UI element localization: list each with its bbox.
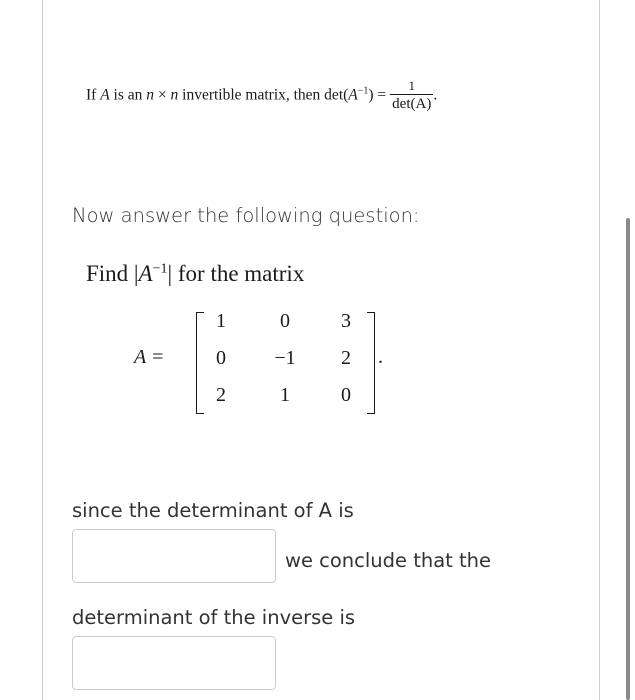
theorem-times: × xyxy=(154,86,171,104)
question-text xyxy=(86,261,304,287)
matrix-cell-r1c2: 0 xyxy=(280,310,290,332)
theorem-inverse-sup: −1 xyxy=(357,85,369,97)
fraction-numerator: 1 xyxy=(390,78,433,95)
matrix-right-bracket xyxy=(367,312,375,414)
fraction-denominator: det(A) xyxy=(392,96,432,112)
theorem-period: . xyxy=(433,86,438,104)
theorem-is-an: is an xyxy=(109,86,147,104)
theorem-statement xyxy=(86,78,437,114)
question-prefix: Find | xyxy=(86,261,139,286)
matrix-cell-r1c3: 3 xyxy=(341,310,351,332)
theorem-n2: n xyxy=(170,86,179,104)
det-a-answer-input[interactable] xyxy=(73,530,275,582)
scrollbar-thumb[interactable] xyxy=(626,218,630,700)
prompt-text: Now answer the following question: xyxy=(72,204,420,227)
frame-right-border xyxy=(599,0,600,700)
det-inverse-answer-input[interactable] xyxy=(73,637,275,689)
matrix-cell-r2c3: 2 xyxy=(341,347,351,369)
det-inverse-answer-box[interactable] xyxy=(72,636,276,690)
question-suffix: | for the matrix xyxy=(167,261,305,286)
question-var-a: A xyxy=(138,261,153,286)
frame-left-border xyxy=(42,0,43,700)
theorem-prefix: If xyxy=(86,86,101,104)
matrix-cell-r1c1: 1 xyxy=(216,310,226,332)
matrix-label xyxy=(134,346,164,369)
conclude-text: we conclude that the xyxy=(285,549,492,572)
question-inverse-sup: −1 xyxy=(152,261,168,277)
theorem-fraction xyxy=(390,78,433,114)
matrix-cell-r3c1: 2 xyxy=(216,384,226,406)
det-a-answer-box[interactable] xyxy=(72,529,276,583)
theorem-n1: n xyxy=(146,86,155,104)
since-determinant-text: since the determinant of A is xyxy=(72,499,354,522)
theorem-var-a: A xyxy=(100,86,110,104)
matrix-cell-r3c2: 1 xyxy=(280,384,290,406)
inverse-determinant-text: determinant of the inverse is xyxy=(72,606,356,629)
matrix-cell-r2c2: −1 xyxy=(274,347,296,369)
matrix-cell-r2c1: 0 xyxy=(216,347,226,369)
matrix-cell-r3c3: 0 xyxy=(341,384,351,406)
theorem-middle: invertible matrix, then det( xyxy=(178,86,349,104)
matrix-period: . xyxy=(378,346,383,368)
theorem-close-eq: ) = xyxy=(368,86,387,104)
matrix-label-text: A = xyxy=(134,346,165,368)
theorem-var-a2: A xyxy=(348,86,358,104)
